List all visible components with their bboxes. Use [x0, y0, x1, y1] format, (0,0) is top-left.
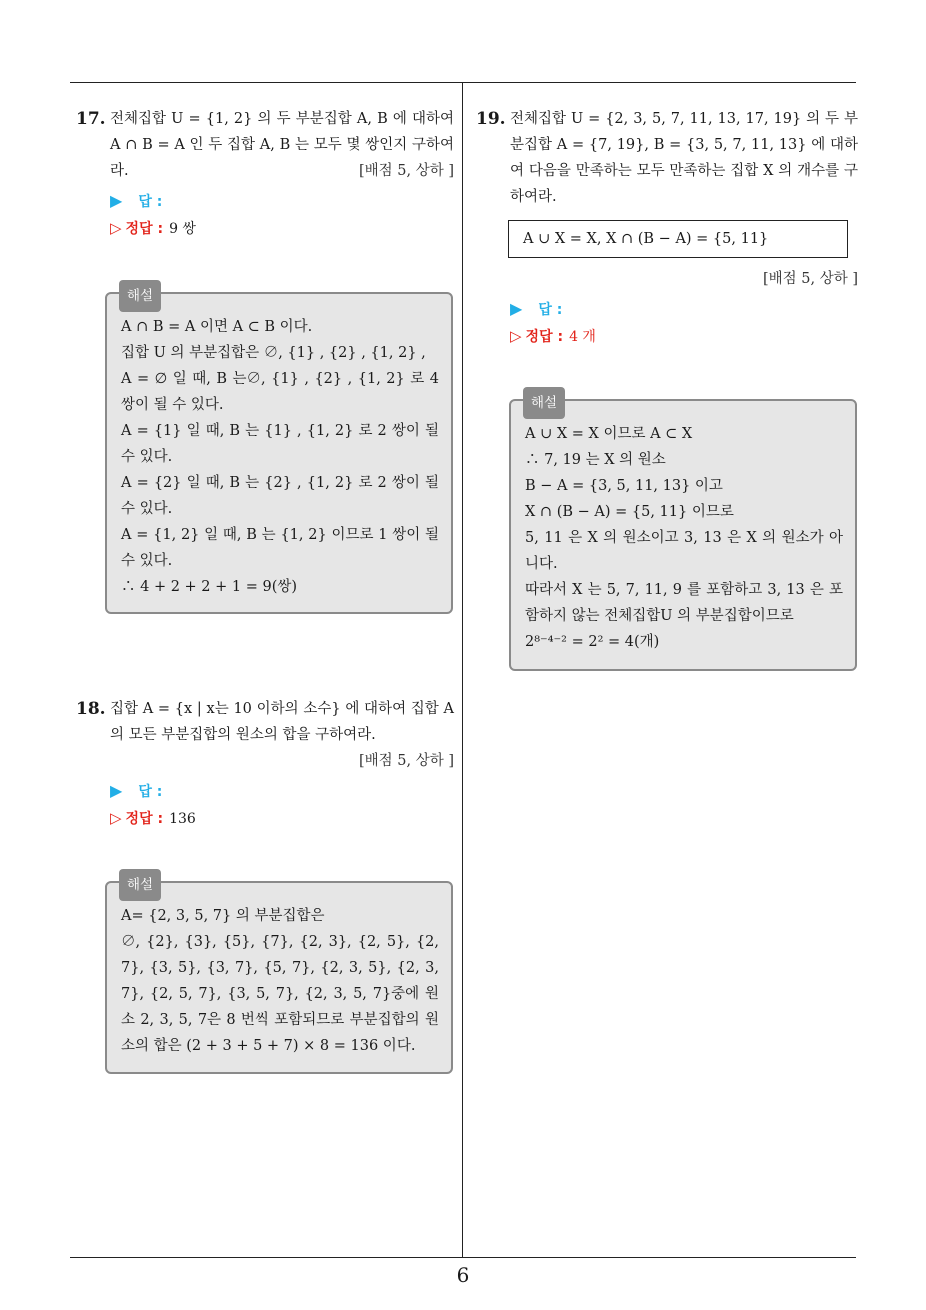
answer-label: 답 : [538, 302, 563, 318]
score-label: [배점 5, 상하 ] [762, 271, 858, 287]
explanation-line: 2⁸⁻⁴⁻² = 2² = 4(개) [525, 634, 660, 650]
correct-answer-label: 정답 : [125, 221, 164, 237]
play-triangle-icon: ▶ [110, 191, 123, 210]
explanation-line: ∴ 7, 19 는 X 의 원소 [525, 452, 666, 468]
explanation-box-17 [105, 288, 453, 614]
explanation-line: 집합 U 의 부분집합은 ∅, {1} , {2} , {1, 2} , [121, 345, 426, 361]
play-triangle-icon: ▶ [110, 781, 123, 800]
explanation-line: A ∩ B = A 이면 A ⊂ B 이다. [121, 319, 313, 335]
outline-triangle-icon: ▷ [110, 219, 122, 237]
answer-row [110, 778, 454, 805]
explanation-line: 따라서 X 는 5, 7, 11, 9 를 포함하고 3, 13 은 포함하지 않는 전체집합U 의 부분집합이므로 [525, 582, 843, 624]
question-text: 전체집합 U = {1, 2} 의 두 부분집합 A, B 에 대하여 A ∩ B = A 인 두 집합 A, B 는 모두 몇 쌍인지 구하여라. [110, 111, 454, 179]
condition-box: A ∪ X = X, X ∩ (B − A) = {5, 11} [508, 220, 848, 258]
problem-18 [76, 696, 454, 832]
problem-19 [476, 106, 858, 350]
explanation-line: ∴ 4 + 2 + 2 + 1 = 9(쌍) [121, 579, 298, 595]
column-divider [462, 82, 463, 1257]
score-label: [배점 5, 상하 ] [358, 163, 454, 179]
correct-answer-row [110, 805, 454, 832]
explanation-line: ∅, {2}, {3}, {5}, {7}, {2, 3}, {2, 5}, {2, 7}, {3, 5}, {3, 7}, {5, 7}, {2, 3, 5}, {2, 3, 7}, {2, 5, 7}, {3, 5, 7}, {2, 3, 5, 7}중에 원소 2, 3, 5, 7은 8 번씩 포함되므로 부분집합의 원소의 합은 (2 + 3 + 5 + 7) × 8 = 136 이다. [121, 934, 439, 1054]
correct-answer-row [110, 215, 454, 242]
answer-label: 답 : [138, 194, 163, 210]
explanation-box-18 [105, 877, 453, 1074]
top-rule [70, 82, 856, 83]
question-text: 집합 A = {x | x는 10 이하의 소수} 에 대하여 집합 A 의 모든 부분집합의 원소의 합을 구하여라. [110, 701, 454, 743]
explanation-line: A= {2, 3, 5, 7} 의 부분집합은 [121, 908, 325, 924]
answer-row [510, 296, 858, 323]
explanation-tag: 해설 [523, 387, 565, 419]
outline-triangle-icon: ▷ [510, 327, 522, 345]
explanation-line: A ∪ X = X 이므로 A ⊂ X [525, 426, 693, 442]
problem-number: 19. [476, 109, 506, 129]
explanation-tag: 해설 [119, 280, 161, 312]
correct-answer-row [510, 323, 858, 350]
outline-triangle-icon: ▷ [110, 809, 122, 827]
question [476, 106, 858, 210]
answer-label: 답 : [138, 784, 163, 800]
explanation-line: A = {2} 일 때, B 는 {2} , {1, 2} 로 2 쌍이 될 수 있다. [121, 475, 439, 517]
explanation-line: B − A = {3, 5, 11, 13} 이고 [525, 478, 723, 494]
score-label: [배점 5, 상하 ] [358, 753, 454, 769]
page-number: 6 [456, 1263, 470, 1287]
problem-number: 17. [76, 109, 106, 129]
correct-answer-value: 136 [169, 811, 196, 827]
bottom-rule [70, 1257, 856, 1258]
explanation-tag: 해설 [119, 869, 161, 901]
explanation-line: A = {1} 일 때, B 는 {1} , {1, 2} 로 2 쌍이 될 수 있다. [121, 423, 439, 465]
explanation-box-19 [509, 395, 857, 671]
answer-row [110, 188, 454, 215]
explanation-line: 5, 11 은 X 의 원소이고 3, 13 은 X 의 원소가 아니다. [525, 530, 843, 572]
problem-17 [76, 106, 454, 242]
correct-answer-label: 정답 : [125, 811, 164, 827]
correct-answer-value: 9 쌍 [169, 221, 196, 237]
play-triangle-icon: ▶ [510, 299, 523, 318]
question-text: 전체집합 U = {2, 3, 5, 7, 11, 13, 17, 19} 의 두 부분집합 A = {7, 19}, B = {3, 5, 7, 11, 13} 에 대하여 다음을 만족하는 모두 만족하는 집합 X 의 개수를 구하여라. [510, 111, 858, 205]
explanation-line: X ∩ (B − A) = {5, 11} 이므로 [525, 504, 734, 520]
correct-answer-value: 4 개 [569, 329, 596, 345]
problem-number: 18. [76, 699, 106, 719]
question [76, 696, 454, 748]
explanation-line: A = {1, 2} 일 때, B 는 {1, 2} 이므로 1 쌍이 될 수 있다. [121, 527, 439, 569]
explanation-line: A = ∅ 일 때, B 는∅, {1} , {2} , {1, 2} 로 4 쌍이 될 수 있다. [121, 371, 439, 413]
question [76, 106, 454, 184]
correct-answer-label: 정답 : [525, 329, 564, 345]
